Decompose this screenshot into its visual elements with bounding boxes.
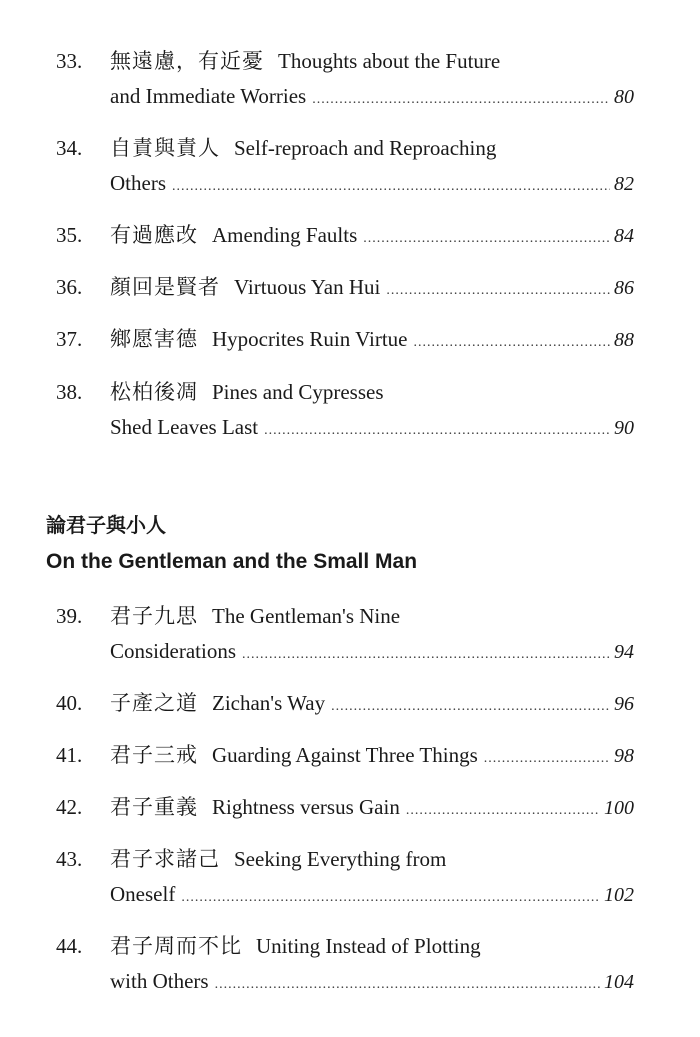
entry-chinese-title: 有過應改 (110, 223, 198, 247)
entry-leader-line (110, 968, 634, 994)
entry-number: 37. (56, 327, 83, 351)
entry-leader-line (110, 742, 634, 768)
dot-leader (406, 798, 600, 824)
entry-number: 41. (56, 743, 83, 767)
entry-chinese-title: 鄉愿害德 (110, 327, 198, 351)
entry-chinese-title: 子產之道 (110, 691, 198, 715)
dot-leader (242, 642, 610, 668)
entry-number: 33. (56, 49, 83, 73)
page-number[interactable]: 94 (614, 641, 634, 663)
entry-leader-line (110, 794, 634, 820)
entry-leader-line (110, 414, 634, 440)
page-number[interactable]: 86 (614, 277, 634, 299)
entry-title-line (110, 379, 634, 405)
entry-english-title: The Gentleman's Nine (212, 604, 401, 628)
entry-english-title: Thoughts about the Future (278, 49, 501, 73)
page-number[interactable]: 80 (614, 86, 634, 108)
dot-leader (215, 972, 600, 998)
entry-leader-line (110, 690, 634, 716)
dot-leader (484, 746, 610, 772)
entry-english-title: Uniting Instead of Plotting (256, 934, 481, 958)
entry-number: 44. (56, 934, 83, 958)
entry-chinese-title: 君子求諸己 (110, 847, 220, 871)
page-number[interactable]: 96 (614, 693, 634, 715)
entry-english-title: Guarding Against Three Things (212, 743, 478, 767)
page-number[interactable]: 98 (614, 745, 634, 767)
entry-number: 39. (56, 604, 83, 628)
entry-title-line (110, 48, 634, 74)
section-title-english: On the Gentleman and the Small Man (46, 550, 418, 573)
entry-english-title-cont: Others (110, 171, 166, 195)
entry-number: 36. (56, 275, 83, 299)
page-number[interactable]: 84 (614, 225, 634, 247)
entry-chinese-title: 君子三戒 (110, 743, 198, 767)
page-number[interactable]: 82 (614, 173, 634, 195)
entry-leader-line (110, 881, 634, 907)
entry-english-title-cont: Oneself (110, 882, 176, 906)
entry-leader-line (110, 326, 634, 352)
page-number[interactable]: 104 (604, 971, 634, 993)
dot-leader (386, 278, 610, 304)
dot-leader (312, 87, 610, 113)
section-title-chinese: 論君子與小人 (46, 513, 166, 537)
entry-chinese-title: 君子九思 (110, 604, 198, 628)
dot-leader (181, 885, 600, 911)
entry-chinese-title: 松柏後凋 (110, 380, 198, 404)
entry-chinese-title: 君子重義 (110, 795, 198, 819)
entry-title-line (110, 933, 634, 959)
dot-leader (414, 330, 611, 356)
entry-number: 34. (56, 136, 83, 160)
entry-chinese-title: 自責與責人 (110, 136, 220, 160)
entry-english-title: Rightness versus Gain (212, 795, 400, 819)
entry-english-title-cont: with Others (110, 969, 209, 993)
page-number[interactable]: 90 (614, 417, 634, 439)
dot-leader (331, 694, 610, 720)
page-number[interactable]: 100 (604, 797, 634, 819)
entry-english-title: Seeking Everything from (234, 847, 447, 871)
entry-english-title: Zichan's Way (212, 691, 326, 715)
entry-number: 38. (56, 380, 83, 404)
entry-leader-line (110, 170, 634, 196)
entry-leader-line (110, 274, 634, 300)
entry-chinese-title: 無遠慮，有近憂 (110, 49, 264, 73)
entry-english-title: Virtuous Yan Hui (234, 275, 381, 299)
page-number[interactable]: 88 (614, 329, 634, 351)
entry-english-title: Hypocrites Ruin Virtue (212, 327, 408, 351)
dot-leader (264, 418, 610, 444)
entry-leader-line (110, 222, 634, 248)
entry-number: 35. (56, 223, 83, 247)
page-number[interactable]: 102 (604, 884, 634, 906)
entry-english-title-cont: Considerations (110, 639, 236, 663)
entry-title-line (110, 603, 634, 629)
entry-leader-line (110, 83, 634, 109)
entry-title-line (110, 846, 634, 872)
entry-number: 43. (56, 847, 83, 871)
entry-leader-line (110, 638, 634, 664)
entry-english-title: Pines and Cypresses (212, 380, 384, 404)
entry-english-title: Amending Faults (212, 223, 358, 247)
entry-number: 40. (56, 691, 83, 715)
dot-leader (172, 174, 610, 200)
entry-english-title-cont: and Immediate Worries (110, 84, 307, 108)
entry-chinese-title: 顏回是賢者 (110, 275, 220, 299)
entry-english-title: Self-reproach and Reproaching (234, 136, 497, 160)
dot-leader (363, 226, 610, 252)
entry-english-title-cont: Shed Leaves Last (110, 415, 259, 439)
entry-number: 42. (56, 795, 83, 819)
entry-title-line (110, 135, 634, 161)
entry-chinese-title: 君子周而不比 (110, 934, 242, 958)
